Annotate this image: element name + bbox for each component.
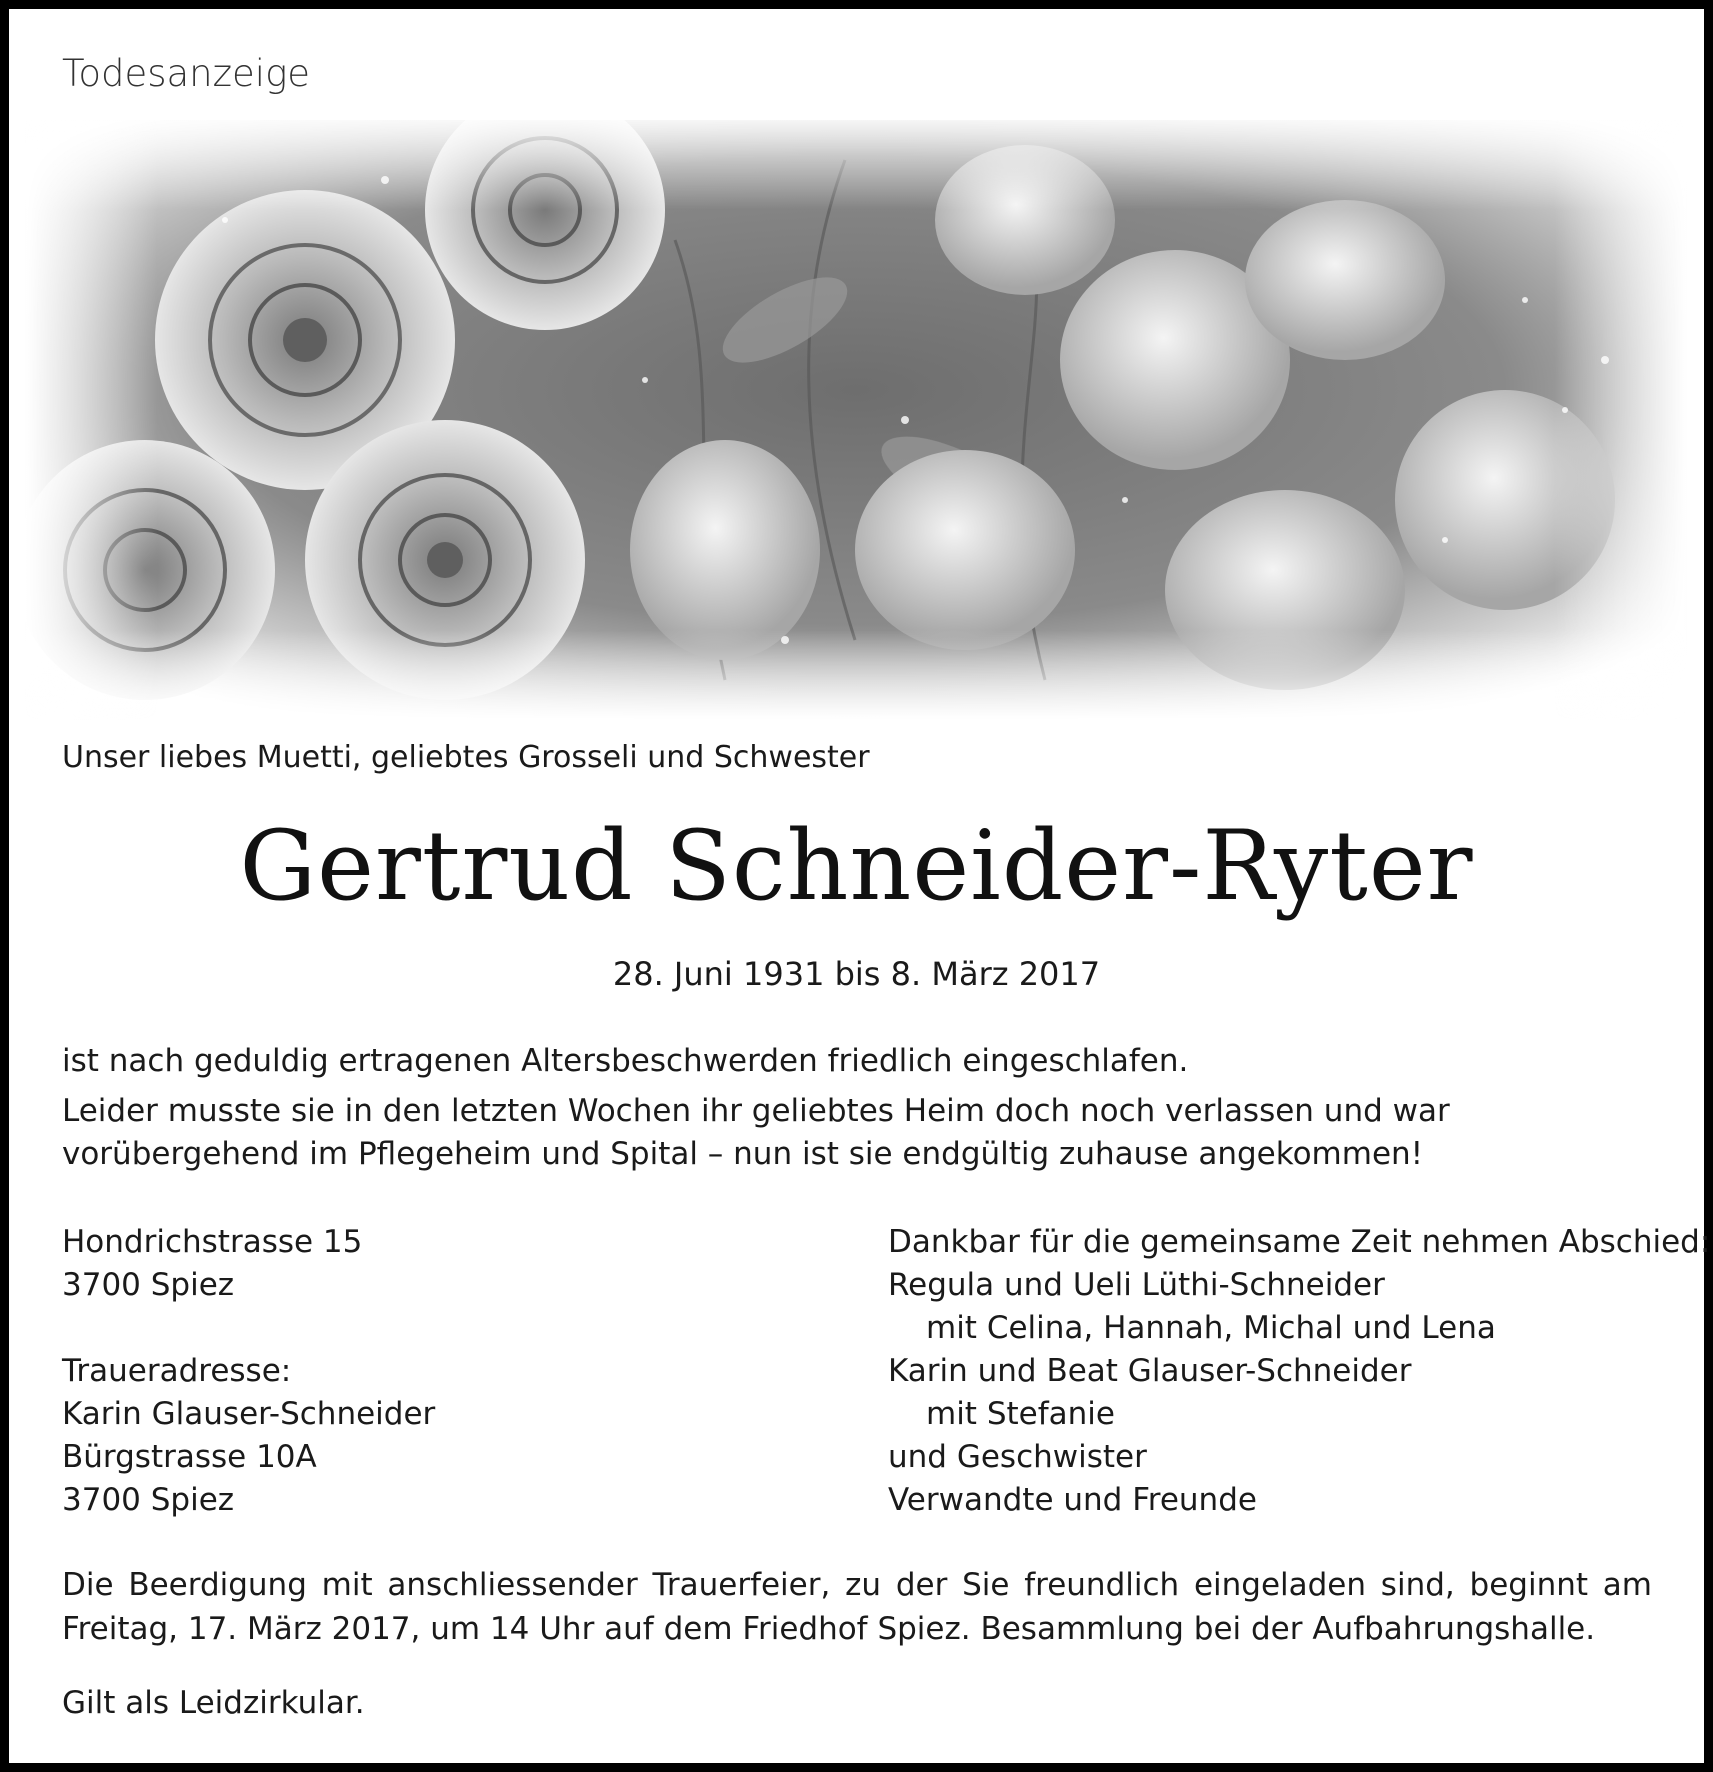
intro-line: Unser liebes Muetti, geliebtes Grosseli und Schwester bbox=[62, 740, 870, 775]
funeral-details: Die Beerdigung mit anschliessender Trauerfeier, zu der Sie freundlich eingeladen sind, beginnt am Freitag, 17. März 2017, um 14 Uhr auf dem Friedhof Spiez. Besammlung bei der Aufbahrungshalle. bbox=[62, 1567, 1652, 1647]
mourning-address-name: Karin Glauser-Schneider bbox=[62, 1396, 436, 1432]
mourning-address-label: Traueradresse: bbox=[62, 1353, 292, 1389]
body-line-2: Leider musste sie in den letzten Wochen ihr geliebtes Heim doch noch verlassen und war vorübergehend im Pflegeheim und Spital – nun ist sie endgültig zuhause angekommen! bbox=[62, 1093, 1450, 1172]
deceased-name: Gertrud Schneider-Ryter bbox=[239, 810, 1474, 922]
mourner-family-2-children: mit Stefanie bbox=[926, 1396, 1115, 1432]
home-city: 3700 Spiez bbox=[62, 1267, 235, 1303]
home-street: Hondrichstrasse 15 bbox=[62, 1224, 363, 1260]
mourning-address-street: Bürgstrasse 10A bbox=[62, 1439, 317, 1475]
mourning-address-city: 3700 Spiez bbox=[62, 1482, 235, 1518]
mourner-relatives: Verwandte und Freunde bbox=[888, 1482, 1257, 1518]
mourner-family-1-children: mit Celina, Hannah, Michal und Lena bbox=[926, 1310, 1496, 1346]
mourners-column bbox=[888, 1221, 1710, 1522]
roses-photo-icon bbox=[25, 120, 1687, 720]
life-dates: 28. Juni 1931 bis 8. März 2017 bbox=[612, 955, 1101, 993]
closing-note: Gilt als Leidzirkular. bbox=[62, 1685, 365, 1721]
mourner-siblings: und Geschwister bbox=[888, 1439, 1147, 1475]
mourner-family-1: Regula und Ueli Lüthi-Schneider bbox=[888, 1267, 1385, 1303]
mourner-family-2: Karin und Beat Glauser-Schneider bbox=[888, 1353, 1412, 1389]
body-line-1: ist nach geduldig ertragenen Altersbeschwerden friedlich eingeschlafen. bbox=[62, 1043, 1189, 1079]
notice-type-label: Todesanzeige bbox=[62, 52, 311, 95]
address-column bbox=[62, 1221, 435, 1522]
mourners-heading: Dankbar für die gemeinsame Zeit nehmen Abschied: bbox=[888, 1224, 1711, 1260]
